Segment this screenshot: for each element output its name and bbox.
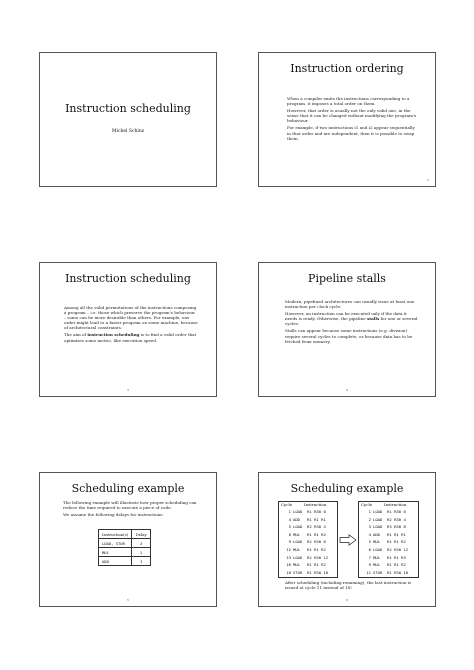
slide-4 — [258, 262, 436, 397]
instruction-text: MUL R1 R1 R2 — [373, 539, 406, 545]
instruction-text: STOR R1 R30 16 — [373, 569, 409, 575]
table-cell: 2 — [132, 548, 151, 557]
instruction-text: LOAD R2 R30 4 — [293, 524, 326, 530]
instruction-text: LOAD R3 R30 8 — [373, 524, 406, 530]
cycle-number: 9 — [288, 539, 291, 545]
instruction-text: LOAD R2 R30 12 — [373, 547, 409, 552]
slide-body — [63, 500, 199, 519]
delay-table — [98, 529, 151, 566]
paragraph: However, that order is usually not the only valid one, in the sense that it can be changed without modifying the program's behaviour. — [287, 108, 417, 124]
cycle-number: 7 — [368, 554, 371, 560]
instruction-text: LOAD R2 R30 4 — [373, 516, 406, 522]
instruction-text: STOR R1 R30 16 — [293, 569, 329, 575]
cycle-number: 1 — [368, 509, 371, 514]
instruction-text: ADD R1 R1 R1 — [293, 516, 326, 522]
cycle-number: 4 — [368, 531, 371, 537]
instruction-text: MUL R1 R1 R2 — [293, 547, 326, 552]
cycle-number: 13 — [286, 554, 291, 560]
page-number: 2 — [427, 178, 429, 182]
cycle-number: 16 — [286, 562, 291, 568]
paragraph: The aim of instruction scheduling is to find a valid order that optimizes some metric, like execution speed. — [64, 332, 197, 343]
schedule-before-panel — [278, 501, 338, 578]
slide-title: Instruction scheduling — [65, 272, 191, 285]
right-arrow-icon — [339, 534, 357, 546]
slide-title: Scheduling example — [71, 482, 185, 495]
schedule-caption: After scheduling (including renaming), the last instruction is issued at cycle 11 instead of 18! — [285, 580, 412, 591]
slide-3 — [39, 262, 217, 397]
slide-title: Instruction ordering — [290, 62, 404, 75]
cycle-number: 3 — [368, 524, 371, 530]
table-header-row — [99, 530, 151, 539]
page-number: 4 — [346, 388, 348, 392]
slide-1 — [39, 52, 217, 187]
table-cell: MUL — [99, 548, 132, 557]
cycle-number: 12 — [286, 547, 291, 552]
slide-body — [287, 96, 419, 143]
cycle-number: 9 — [368, 562, 371, 568]
cycle-number: 8 — [288, 531, 291, 537]
instruction-header: Instruction — [384, 502, 407, 507]
paragraph: The following example will illustrate how proper scheduling can reduce the time required to execute a piece of code. — [63, 500, 197, 511]
table-cell: ADD — [99, 557, 132, 566]
cycle-number: 2 — [368, 516, 371, 522]
page-number: 6 — [346, 598, 348, 602]
instruction-text: MUL R1 R1 R2 — [293, 562, 326, 568]
instruction-text: ADD R1 R1 R1 — [373, 531, 406, 537]
slide-body — [64, 305, 198, 345]
instruction-text: LOAD R1 R30 0 — [373, 509, 406, 514]
paragraph: Modern, pipelined architectures can usually issue at least one instruction per clock cycle. — [285, 299, 415, 310]
table-cell: 1 — [132, 557, 151, 566]
cycle-number: 1 — [288, 509, 291, 514]
table-row — [99, 539, 151, 548]
cycle-header: Cycle — [281, 502, 293, 507]
table-row — [99, 557, 151, 566]
paragraph: We assume the following delays for instructions: — [63, 512, 164, 518]
table-row — [99, 548, 151, 557]
cycle-number: 5 — [288, 524, 291, 530]
cycle-header: Cycle — [361, 502, 373, 507]
table-header-cell: Instruction(s) — [99, 530, 132, 539]
paragraph: For example, if two instructions i1 and i2 appear sequentially in that order and are independent, then it is possible to swap them. — [287, 125, 415, 141]
instruction-text: MUL R1 R1 R2 — [293, 531, 326, 537]
slide-5 — [39, 472, 217, 607]
instruction-text: MUL R1 R1 R3 — [373, 554, 406, 560]
slide-title: Pipeline stalls — [308, 272, 386, 285]
page-number: 3 — [127, 388, 129, 392]
table-cell: LOAD, STOR — [99, 539, 132, 548]
instruction-text: LOAD R1 R30 0 — [293, 509, 326, 514]
schedule-after-panel — [358, 501, 419, 578]
slide-6 — [258, 472, 436, 607]
page-number: 5 — [127, 598, 129, 602]
paragraph: Among all the valid permutations of the instructions composing a program – i.e. those which preserve the program's behaviour – some can be more desirable than others. For example, one order might lead to a faster program on some machine, because of architectural constraints. — [64, 305, 198, 331]
cycle-number: 4 — [288, 516, 291, 522]
instruction-text: LOAD R2 R30 12 — [293, 554, 329, 560]
instruction-header: Instruction — [304, 502, 327, 507]
instruction-text: LOAD R2 R30 8 — [293, 539, 326, 545]
table-header-cell: Delay — [132, 530, 151, 539]
slide-title: Instruction scheduling — [65, 102, 191, 115]
cycle-number: 18 — [286, 569, 291, 575]
author-name: Michel Schinz — [111, 129, 145, 134]
slide-2 — [258, 52, 436, 187]
slide-title: Scheduling example — [290, 482, 404, 495]
cycle-number: 11 — [366, 569, 371, 575]
paragraph: Stalls can appear because some instructions (e.g. division) require several cycles to complete, or because data has to be fetched from memory. — [285, 328, 413, 344]
slide-body — [285, 299, 419, 346]
cycle-number: 6 — [368, 547, 371, 552]
paragraph: When a compiler emits the instructions corresponding to a program, it imposes a total order on them. — [287, 96, 410, 107]
paragraph: However, an instruction can be executed only if the data it needs is ready. Otherwise, the pipeline stalls for one or several cycles. — [285, 311, 418, 327]
table-cell: 3 — [132, 539, 151, 548]
cycle-number: 5 — [368, 539, 371, 545]
instruction-text: MUL R1 R1 R2 — [373, 562, 406, 568]
